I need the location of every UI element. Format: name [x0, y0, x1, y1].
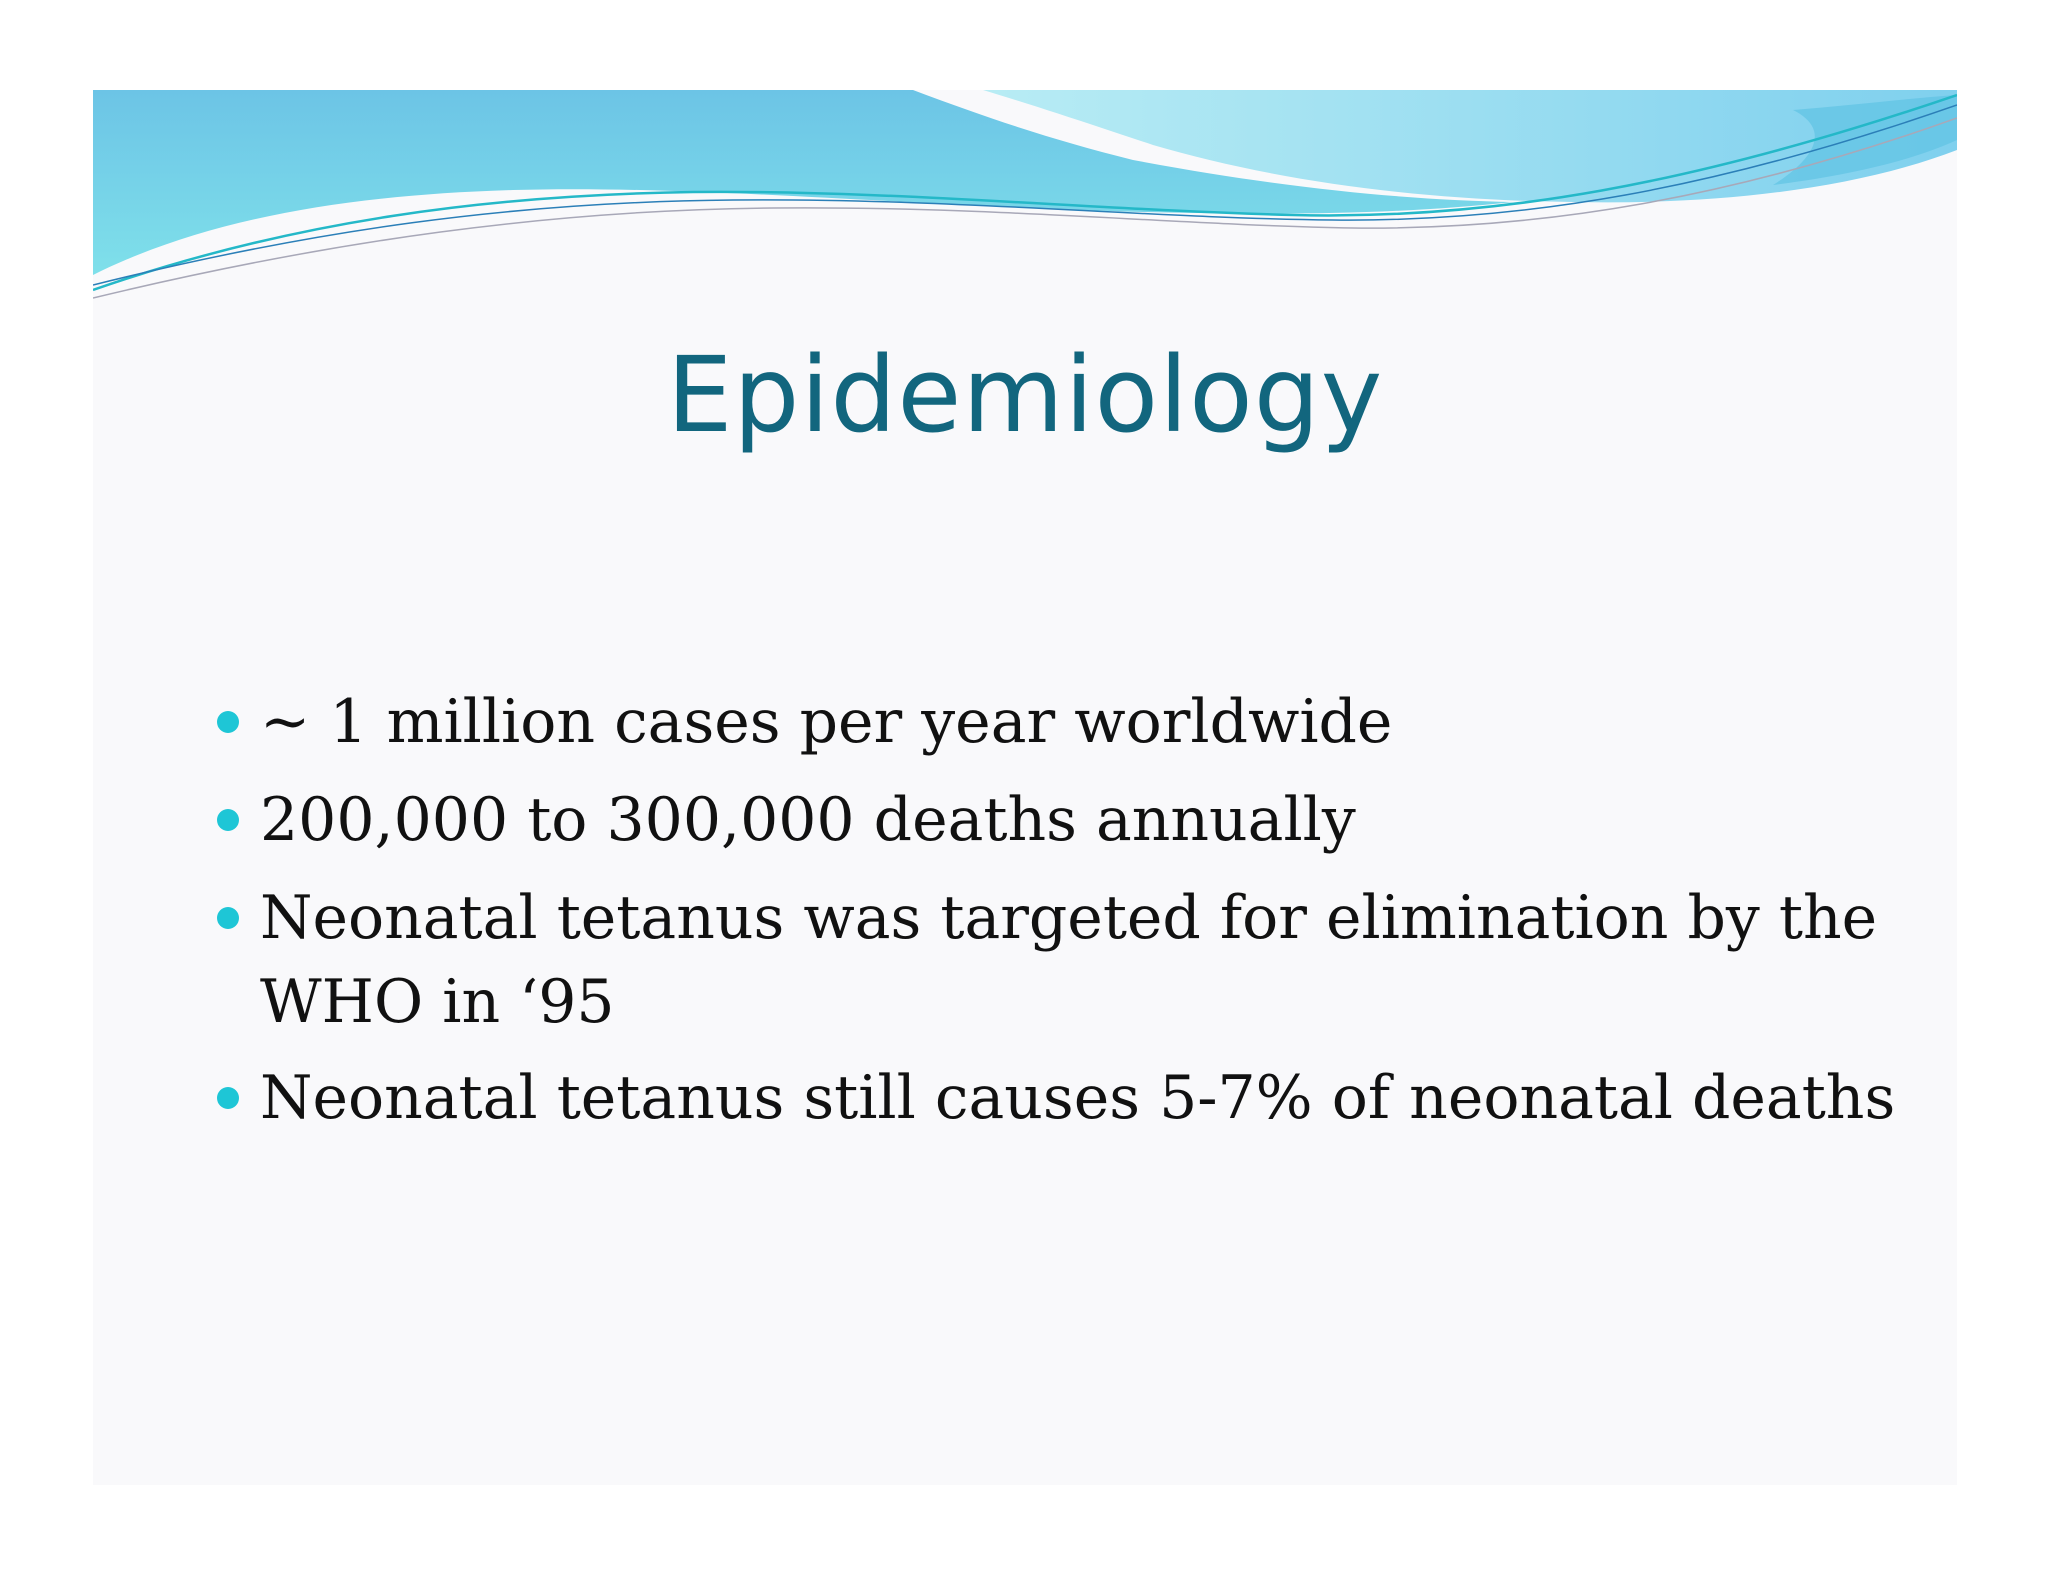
bullet-marker-icon [217, 1087, 239, 1109]
bullet-item [260, 876, 1900, 1044]
bullet-item [260, 778, 1900, 862]
bullet-marker-icon [217, 907, 239, 929]
slide [93, 90, 1957, 1485]
bullet-marker-icon [217, 809, 239, 831]
bullet-marker-icon [217, 711, 239, 733]
bullet-text: Neonatal tetanus was targeted for elimination by the [260, 883, 1878, 953]
bullet-text-continuation: WHO in ‘95 [260, 967, 615, 1037]
bullet-text: ~ 1 million cases per year worldwide [260, 687, 1393, 757]
bullet-text: 200,000 to 300,000 deaths annually [260, 785, 1356, 855]
header-wave-decoration [93, 90, 1957, 305]
bullet-text: Neonatal tetanus still causes 5-7% of neonatal deaths [260, 1063, 1896, 1133]
bullet-item [260, 1056, 1900, 1140]
bullet-item [260, 680, 1900, 764]
slide-title: Epidemiology [666, 334, 1384, 456]
